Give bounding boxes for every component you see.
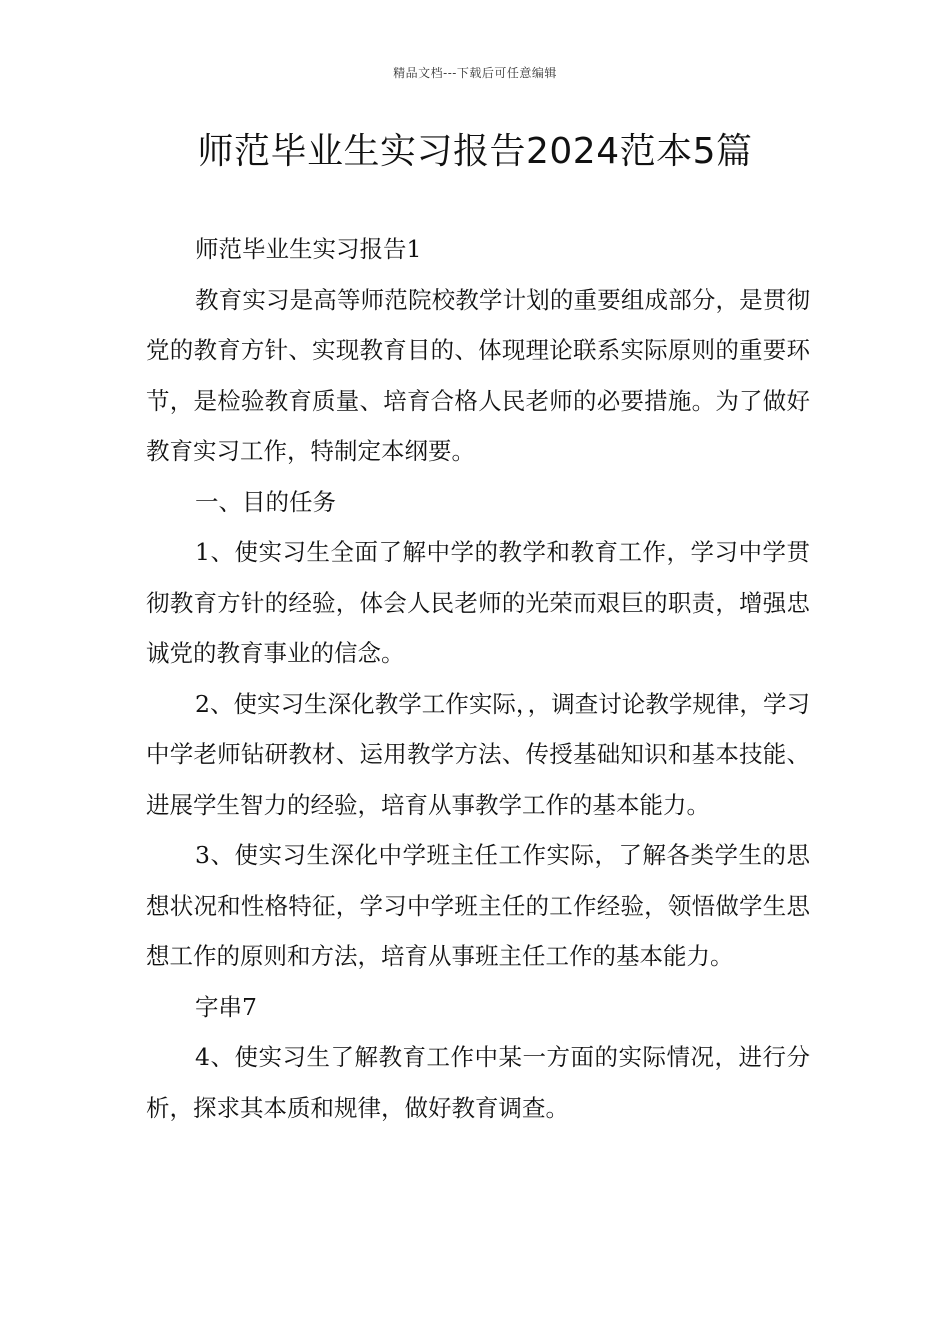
goal-item-4: 4、使实习生了解教育工作中某一方面的实际情况，进行分析，探求其本质和规律，做好教育调查。 bbox=[146, 1043, 810, 1122]
goal-item-1: 1、使实习生全面了解中学的教学和教育工作，学习中学贯彻教育方针的经验，体会人民老师的光荣而艰巨的职责，增强忠诚党的教育事业的信念。 bbox=[146, 538, 810, 667]
document-body bbox=[146, 224, 810, 1133]
goal-item-2: 2、使实习生深化教学工作实际，，调查讨论教学规律，学习中学老师钻研教材、运用教学方法、传授基础知识和基本技能、进展学生智力的经验，培育从事教学工作的基本能力。 bbox=[146, 689, 810, 819]
section-heading-goals: 一、目的任务 bbox=[195, 487, 336, 516]
intro-paragraph: 教育实习是高等师范院校教学计划的重要组成部分，是贯彻党的教育方针、实现教育目的、体现理论联系实际原则的重要环节，是检验教育质量、培育合格人民老师的必要措施。为了做好教育实习工作，特制定本纲要。 bbox=[146, 285, 810, 465]
stray-text-line: 字串7 bbox=[195, 992, 257, 1021]
goal-item-3: 3、使实习生深化中学班主任工作实际，了解各类学生的思想状况和性格特征，学习中学班主任的工作经验，领悟做学生思想工作的原则和方法，培育从事班主任工作的基本能力。 bbox=[146, 841, 810, 970]
page-header-note: 精品文档---下载后可任意编辑 bbox=[393, 66, 557, 80]
section-heading-report-1: 师范毕业生实习报告1 bbox=[195, 235, 422, 263]
document-title: 师范毕业生实习报告2024范本5篇 bbox=[197, 131, 753, 172]
